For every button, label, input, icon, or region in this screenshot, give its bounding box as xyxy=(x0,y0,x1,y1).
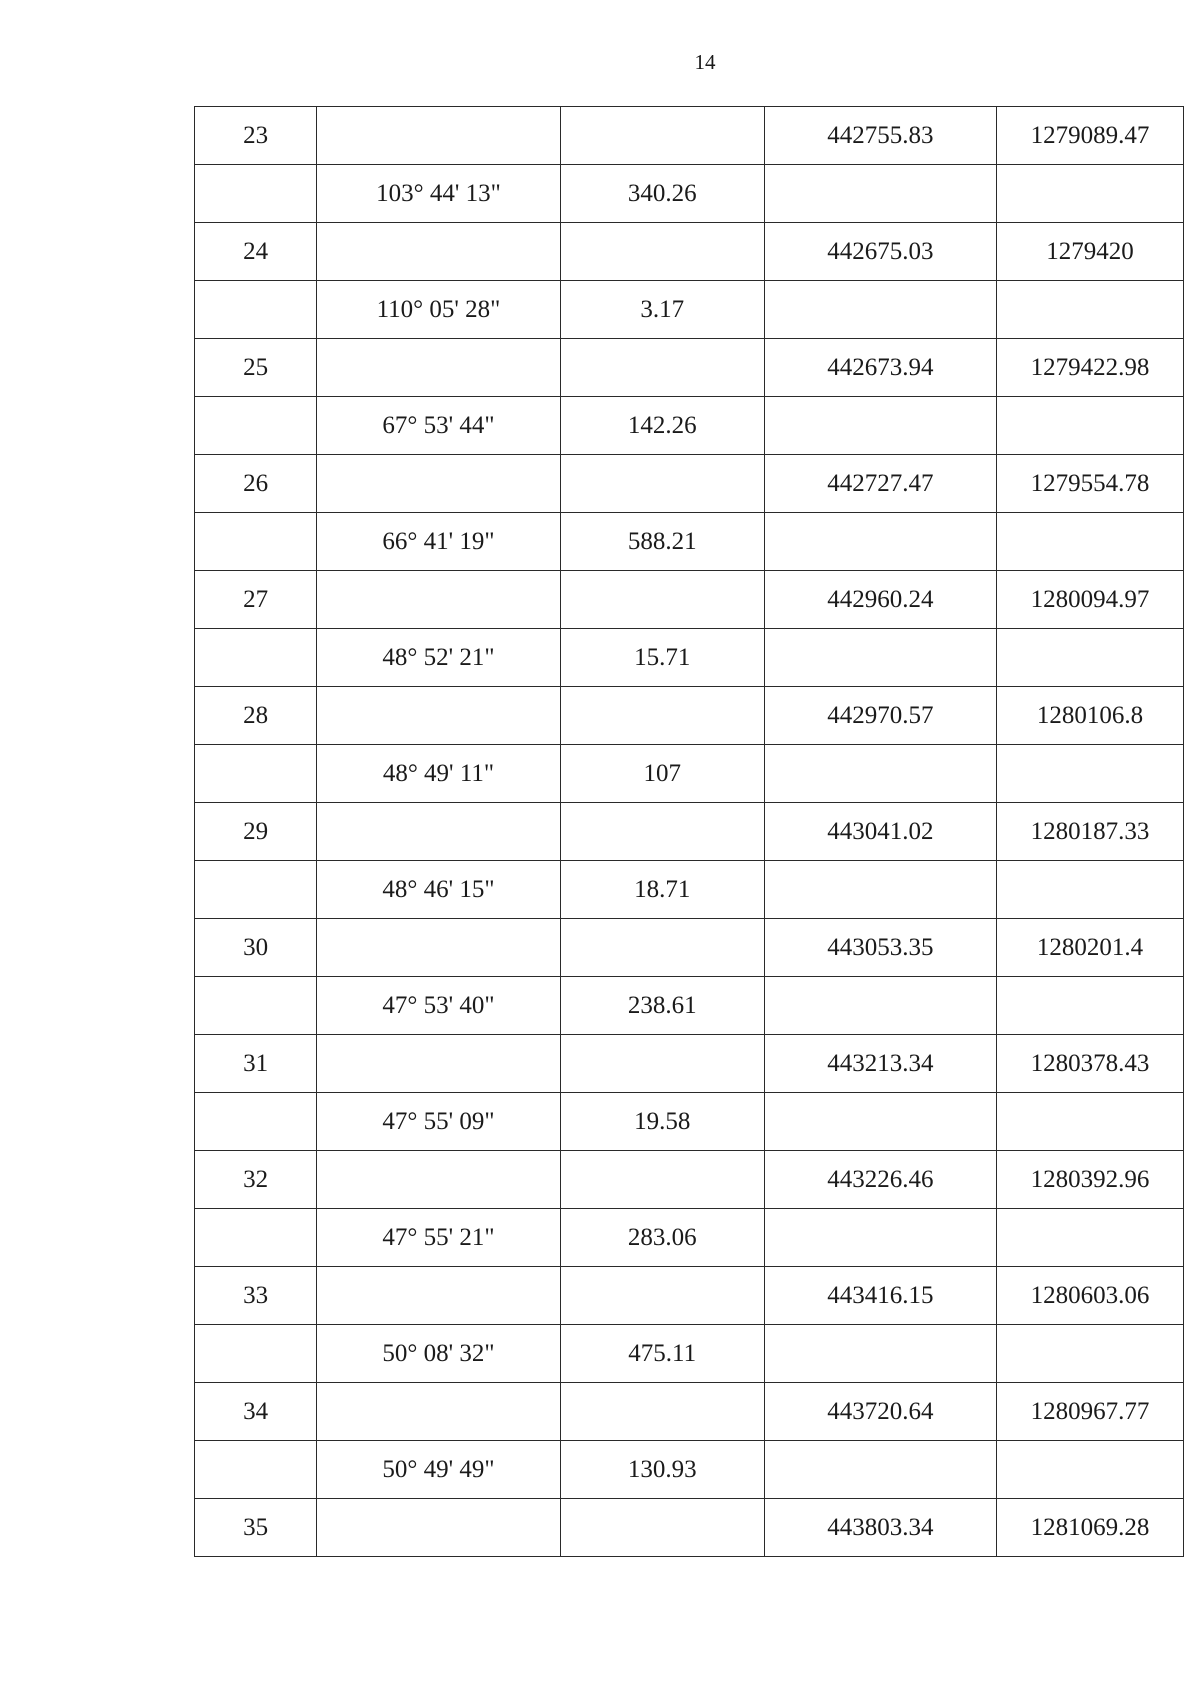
x-coordinate-cell: 443416.15 xyxy=(764,1267,996,1325)
bearing-angle-cell xyxy=(317,571,560,629)
table-row xyxy=(195,1093,1184,1151)
point-number-cell xyxy=(195,397,317,455)
page-number: 14 xyxy=(694,50,716,74)
point-number-cell: 23 xyxy=(195,107,317,165)
table-row xyxy=(195,513,1184,571)
x-coordinate-cell: 443803.34 xyxy=(764,1499,996,1557)
y-coordinate-cell: 1280378.43 xyxy=(997,1035,1184,1093)
bearing-angle-cell xyxy=(317,1267,560,1325)
point-number-cell xyxy=(195,745,317,803)
distance-cell: 283.06 xyxy=(560,1209,764,1267)
table-row xyxy=(195,339,1184,397)
table-row xyxy=(195,861,1184,919)
x-coordinate-cell: 443053.35 xyxy=(764,919,996,977)
distance-cell xyxy=(560,1267,764,1325)
table-row xyxy=(195,1383,1184,1441)
x-coordinate-cell xyxy=(764,629,996,687)
y-coordinate-cell xyxy=(997,165,1184,223)
x-coordinate-cell xyxy=(764,1441,996,1499)
coordinates-table-body xyxy=(195,107,1184,1557)
y-coordinate-cell: 1280106.8 xyxy=(997,687,1184,745)
bearing-angle-cell xyxy=(317,687,560,745)
distance-cell: 588.21 xyxy=(560,513,764,571)
table-row xyxy=(195,1035,1184,1093)
x-coordinate-cell: 442755.83 xyxy=(764,107,996,165)
bearing-angle-cell xyxy=(317,1151,560,1209)
y-coordinate-cell xyxy=(997,977,1184,1035)
x-coordinate-cell xyxy=(764,745,996,803)
bearing-angle-cell xyxy=(317,339,560,397)
table-row xyxy=(195,1441,1184,1499)
distance-cell: 238.61 xyxy=(560,977,764,1035)
y-coordinate-cell: 1280201.4 xyxy=(997,919,1184,977)
y-coordinate-cell: 1280094.97 xyxy=(997,571,1184,629)
table-row xyxy=(195,571,1184,629)
distance-cell xyxy=(560,803,764,861)
table-row xyxy=(195,1267,1184,1325)
distance-cell: 18.71 xyxy=(560,861,764,919)
x-coordinate-cell: 443041.02 xyxy=(764,803,996,861)
y-coordinate-cell: 1279422.98 xyxy=(997,339,1184,397)
point-number-cell xyxy=(195,1093,317,1151)
bearing-angle-cell: 47° 55' 09" xyxy=(317,1093,560,1151)
y-coordinate-cell xyxy=(997,861,1184,919)
y-coordinate-cell xyxy=(997,1093,1184,1151)
point-number-cell: 32 xyxy=(195,1151,317,1209)
table-row xyxy=(195,629,1184,687)
distance-cell xyxy=(560,1499,764,1557)
point-number-cell: 35 xyxy=(195,1499,317,1557)
distance-cell xyxy=(560,339,764,397)
bearing-angle-cell xyxy=(317,803,560,861)
x-coordinate-cell xyxy=(764,281,996,339)
table-row xyxy=(195,687,1184,745)
distance-cell: 340.26 xyxy=(560,165,764,223)
y-coordinate-cell: 1280967.77 xyxy=(997,1383,1184,1441)
table-row xyxy=(195,745,1184,803)
x-coordinate-cell xyxy=(764,1093,996,1151)
x-coordinate-cell: 442675.03 xyxy=(764,223,996,281)
distance-cell xyxy=(560,1035,764,1093)
table-row xyxy=(195,1325,1184,1383)
table-row xyxy=(195,397,1184,455)
point-number-cell xyxy=(195,165,317,223)
point-number-cell xyxy=(195,629,317,687)
bearing-angle-cell xyxy=(317,1499,560,1557)
bearing-angle-cell: 67° 53' 44" xyxy=(317,397,560,455)
point-number-cell: 31 xyxy=(195,1035,317,1093)
table-row xyxy=(195,107,1184,165)
distance-cell: 475.11 xyxy=(560,1325,764,1383)
bearing-angle-cell: 48° 46' 15" xyxy=(317,861,560,919)
bearing-angle-cell: 66° 41' 19" xyxy=(317,513,560,571)
distance-cell xyxy=(560,107,764,165)
y-coordinate-cell xyxy=(997,629,1184,687)
x-coordinate-cell xyxy=(764,1209,996,1267)
table-row xyxy=(195,1209,1184,1267)
y-coordinate-cell: 1281069.28 xyxy=(997,1499,1184,1557)
point-number-cell: 34 xyxy=(195,1383,317,1441)
distance-cell xyxy=(560,1383,764,1441)
y-coordinate-cell: 1279089.47 xyxy=(997,107,1184,165)
table-row xyxy=(195,455,1184,513)
x-coordinate-cell: 442960.24 xyxy=(764,571,996,629)
table-row xyxy=(195,281,1184,339)
table-row xyxy=(195,1151,1184,1209)
distance-cell xyxy=(560,919,764,977)
table-row xyxy=(195,1499,1184,1557)
y-coordinate-cell: 1280603.06 xyxy=(997,1267,1184,1325)
y-coordinate-cell xyxy=(997,745,1184,803)
y-coordinate-cell xyxy=(997,1325,1184,1383)
distance-cell xyxy=(560,455,764,513)
distance-cell xyxy=(560,223,764,281)
point-number-cell xyxy=(195,513,317,571)
point-number-cell: 25 xyxy=(195,339,317,397)
bearing-angle-cell: 110° 05' 28" xyxy=(317,281,560,339)
bearing-angle-cell: 50° 49' 49" xyxy=(317,1441,560,1499)
bearing-angle-cell xyxy=(317,223,560,281)
distance-cell: 130.93 xyxy=(560,1441,764,1499)
x-coordinate-cell: 442970.57 xyxy=(764,687,996,745)
point-number-cell xyxy=(195,977,317,1035)
x-coordinate-cell xyxy=(764,861,996,919)
distance-cell xyxy=(560,571,764,629)
coordinates-table xyxy=(194,106,1184,1557)
y-coordinate-cell: 1280187.33 xyxy=(997,803,1184,861)
point-number-cell: 33 xyxy=(195,1267,317,1325)
distance-cell: 3.17 xyxy=(560,281,764,339)
point-number-cell: 28 xyxy=(195,687,317,745)
bearing-angle-cell xyxy=(317,107,560,165)
y-coordinate-cell: 1280392.96 xyxy=(997,1151,1184,1209)
x-coordinate-cell xyxy=(764,1325,996,1383)
y-coordinate-cell xyxy=(997,397,1184,455)
distance-cell: 15.71 xyxy=(560,629,764,687)
point-number-cell: 24 xyxy=(195,223,317,281)
x-coordinate-cell xyxy=(764,977,996,1035)
bearing-angle-cell: 50° 08' 32" xyxy=(317,1325,560,1383)
x-coordinate-cell: 443213.34 xyxy=(764,1035,996,1093)
x-coordinate-cell xyxy=(764,165,996,223)
bearing-angle-cell: 48° 52' 21" xyxy=(317,629,560,687)
point-number-cell xyxy=(195,1209,317,1267)
y-coordinate-cell xyxy=(997,1441,1184,1499)
bearing-angle-cell: 47° 53' 40" xyxy=(317,977,560,1035)
point-number-cell: 29 xyxy=(195,803,317,861)
table-row xyxy=(195,919,1184,977)
table-row xyxy=(195,803,1184,861)
distance-cell: 19.58 xyxy=(560,1093,764,1151)
point-number-cell: 30 xyxy=(195,919,317,977)
y-coordinate-cell xyxy=(997,513,1184,571)
point-number-cell: 26 xyxy=(195,455,317,513)
table-row xyxy=(195,165,1184,223)
distance-cell: 142.26 xyxy=(560,397,764,455)
x-coordinate-cell xyxy=(764,397,996,455)
point-number-cell xyxy=(195,281,317,339)
point-number-cell: 27 xyxy=(195,571,317,629)
y-coordinate-cell: 1279554.78 xyxy=(997,455,1184,513)
y-coordinate-cell xyxy=(997,281,1184,339)
y-coordinate-cell xyxy=(997,1209,1184,1267)
bearing-angle-cell xyxy=(317,919,560,977)
distance-cell xyxy=(560,1151,764,1209)
y-coordinate-cell: 1279420 xyxy=(997,223,1184,281)
table-row xyxy=(195,977,1184,1035)
bearing-angle-cell xyxy=(317,455,560,513)
x-coordinate-cell xyxy=(764,513,996,571)
point-number-cell xyxy=(195,861,317,919)
point-number-cell xyxy=(195,1325,317,1383)
table-row xyxy=(195,223,1184,281)
bearing-angle-cell: 47° 55' 21" xyxy=(317,1209,560,1267)
bearing-angle-cell: 103° 44' 13" xyxy=(317,165,560,223)
x-coordinate-cell: 442673.94 xyxy=(764,339,996,397)
distance-cell: 107 xyxy=(560,745,764,803)
x-coordinate-cell: 442727.47 xyxy=(764,455,996,513)
x-coordinate-cell: 443226.46 xyxy=(764,1151,996,1209)
point-number-cell xyxy=(195,1441,317,1499)
bearing-angle-cell: 48° 49' 11" xyxy=(317,745,560,803)
distance-cell xyxy=(560,687,764,745)
x-coordinate-cell: 443720.64 xyxy=(764,1383,996,1441)
bearing-angle-cell xyxy=(317,1383,560,1441)
bearing-angle-cell xyxy=(317,1035,560,1093)
